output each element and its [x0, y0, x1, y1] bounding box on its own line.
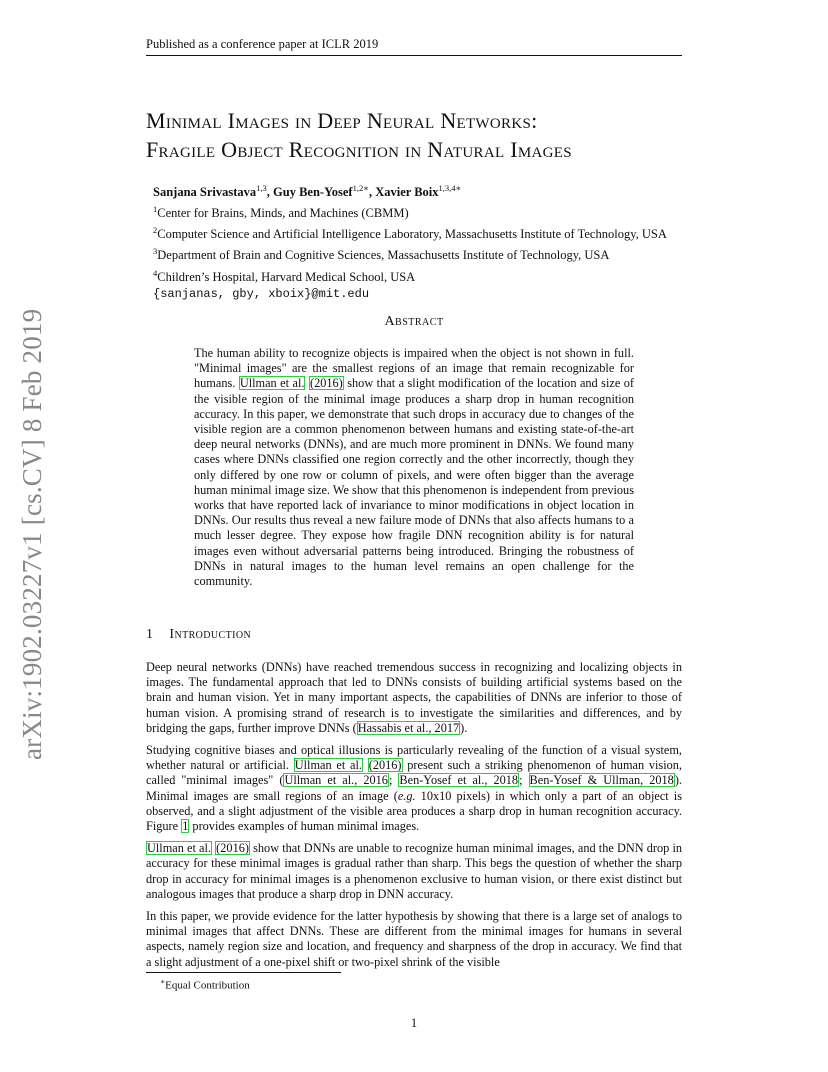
- text-run: Deep neural networks (DNNs) have reached tremendous success in recognizing and localizing objects in images. The fundamental approach that led to DNNs consists of building artificial systems based on the brain and human vision. Yet in many important aspects, the capabilities of DNNs are inferior to those of human vision. A promising strand of research is to investigate the similarities and differences, and by bridging the gaps, further improve DNNs (: [146, 660, 682, 735]
- text-run: In this paper, we provide evidence for the latter hypothesis by showing that there is a large set of analogs to minimal images that affect DNNs. These are different from the minimal images for humans in several aspects, namely region size and location, and frequency and sharpness of the drop in accuracy. We find that a slight adjustment of a one-pixel shift or two-pixel shrink of the visible: [146, 909, 682, 969]
- title-line-1: Minimal Images in Deep Neural Networks:: [146, 108, 538, 133]
- citation-link[interactable]: Ullman et al.: [239, 376, 305, 391]
- author-1-affil: 1,3: [256, 183, 267, 193]
- text-run-italic: e.g.: [397, 788, 416, 803]
- page-number: 1: [410, 1016, 418, 1030]
- affiliation-3-text: Department of Brain and Cognitive Sciences, Massachusetts Institute of Technology, USA: [157, 248, 610, 263]
- author-names: Sanjana Srivastava$^{1,3}$, Guy Ben-Yosef$^{1,2∗}$, Xavier Boix$^{1,3,4∗}$: [153, 183, 462, 200]
- paragraph-1: [146, 660, 682, 736]
- text-run: present such a striking phenomenon of human vision, called "minimal images" (: [146, 758, 683, 788]
- citation-link[interactable]: (2016): [216, 841, 249, 856]
- abstract-part-1: The human ability to recognize objects is impaired when the object is not shown in full. "Minimal images" are the smallest regions of an image that remain recognizable for humans.: [194, 346, 634, 391]
- citation-link[interactable]: Ben-Yosef et al., 2018: [399, 773, 519, 788]
- affiliation-4-text: Children’s Hospital, Harvard Medical School, USA: [157, 269, 416, 284]
- paper-title: [146, 106, 706, 164]
- citation-link[interactable]: Ullman et al.: [147, 841, 212, 856]
- paragraph-4: [146, 909, 682, 970]
- author-3: Xavier Boix: [375, 185, 439, 200]
- affiliation-4-num: 4: [153, 267, 158, 278]
- footnote-mark: ∗: [160, 977, 166, 986]
- abstract-part-2: show that a slight modification of the location and size of the visible region of the minimal image produces a sharp drop in human recognition accuracy. In this paper, we demonstrate that such drops in accuracy due to changes of the visible region are a common phenomenon between humans and existing state-of-the-art deep neural networks (DNNs), and are much more prominent in DNNs. We found many cases where DNNs classified one region correctly and the other incorrectly, though they only differed by one row or column of pixels, and were often bigger than the average human minimal image size. We show that this phenomenon is independent from previous works that have reported lack of invariance to minor modifications in object location in DNNs. Our results thus reveal a new failure mode of DNNs that also affects humans to a much lesser degree. They expose how fragile DNN recognition ability is for natural images even without adversarial patterns being introduced. Bringing the robustness of DNNs in natural images to the human level remains an open challenge for the community.: [194, 376, 635, 589]
- section-heading-introduction: [146, 627, 251, 643]
- text-run: ).: [460, 720, 468, 735]
- affiliation-1-num: 1: [153, 204, 158, 215]
- footnote: [160, 977, 250, 992]
- affiliation-2-num: 2: [153, 225, 158, 236]
- running-header: Published as a conference paper at ICLR 2019: [146, 37, 682, 56]
- citation-link[interactable]: Ullman et al., 2016: [284, 773, 388, 788]
- intro-body: [146, 660, 682, 977]
- affiliation-4: [153, 265, 667, 286]
- text-run: ;: [388, 773, 399, 788]
- author-2: Guy Ben-Yosef: [273, 185, 353, 200]
- author-2-footnote-mark[interactable]: ∗: [363, 183, 369, 193]
- text-run: Studying cognitive biases and optical illusions is particularly revealing of the function of a visual system, whether natural or artificial.: [146, 743, 682, 773]
- figure-reference-link[interactable]: 1: [182, 819, 189, 834]
- author-2-affil: 1,2: [352, 183, 364, 193]
- author-3-affil: 1,3,4∗: [438, 183, 462, 193]
- affiliation-1-text: Center for Brains, Minds, and Machines (CBMM): [157, 206, 409, 221]
- author-emails: {sanjanas, gby, xboix}@mit.edu: [153, 286, 370, 301]
- affiliation-3-num: 3: [153, 246, 158, 257]
- affiliation-2: [153, 222, 667, 243]
- citation-link[interactable]: Ullman et al.: [294, 758, 362, 773]
- citation-link[interactable]: (2016): [368, 758, 402, 773]
- footnote-text: Equal Contribution: [165, 979, 250, 992]
- abstract-heading: Abstract: [384, 314, 444, 329]
- affiliation-3: [153, 243, 667, 264]
- citation-link[interactable]: Hassabis et al., 2017: [357, 720, 460, 735]
- title-line-2: Fragile Object Recognition in Natural Images: [146, 137, 572, 162]
- citation-link[interactable]: Ben-Yosef & Ullman, 2018: [529, 773, 674, 788]
- paragraph-2: [146, 743, 682, 834]
- footnote-rule: [146, 972, 341, 973]
- abstract-text: [194, 346, 634, 589]
- paragraph-3: [146, 841, 682, 902]
- citation-link[interactable]: (2016): [309, 376, 343, 391]
- affiliation-2-text: Computer Science and Artificial Intelligence Laboratory, Massachusetts Institute of Technology, USA: [157, 227, 667, 242]
- text-run: provides examples of human minimal images.: [189, 819, 420, 834]
- section-number: 1: [146, 627, 154, 642]
- affiliation-1: [153, 201, 667, 222]
- author-1: Sanjana Srivastava: [153, 185, 257, 200]
- text-run: ;: [519, 773, 529, 788]
- author-block: [153, 180, 667, 303]
- text-run: show that DNNs are unable to recognize human minimal images, and the DNN drop in accuracy for these minimal images is gradual rather than sharp. This begs the question of whether the sharp drop in accuracy for minimal images is a phenomenon exclusive to human vision, or there exist distinct but analogous images that produce a sharp drop in DNN accuracy.: [146, 841, 683, 901]
- arxiv-stamp: arXiv:1902.03227v1 [cs.CV] 8 Feb 2019: [17, 308, 47, 760]
- section-title: Introduction: [169, 627, 252, 642]
- text-run: 10x10 pixels) in which only a part of an object is observed, and a slight adjustment of the visible area produces a sharp drop in human recognition accuracy. Figure: [146, 788, 683, 834]
- text-run: ). Minimal images are small regions of an image (: [146, 773, 682, 803]
